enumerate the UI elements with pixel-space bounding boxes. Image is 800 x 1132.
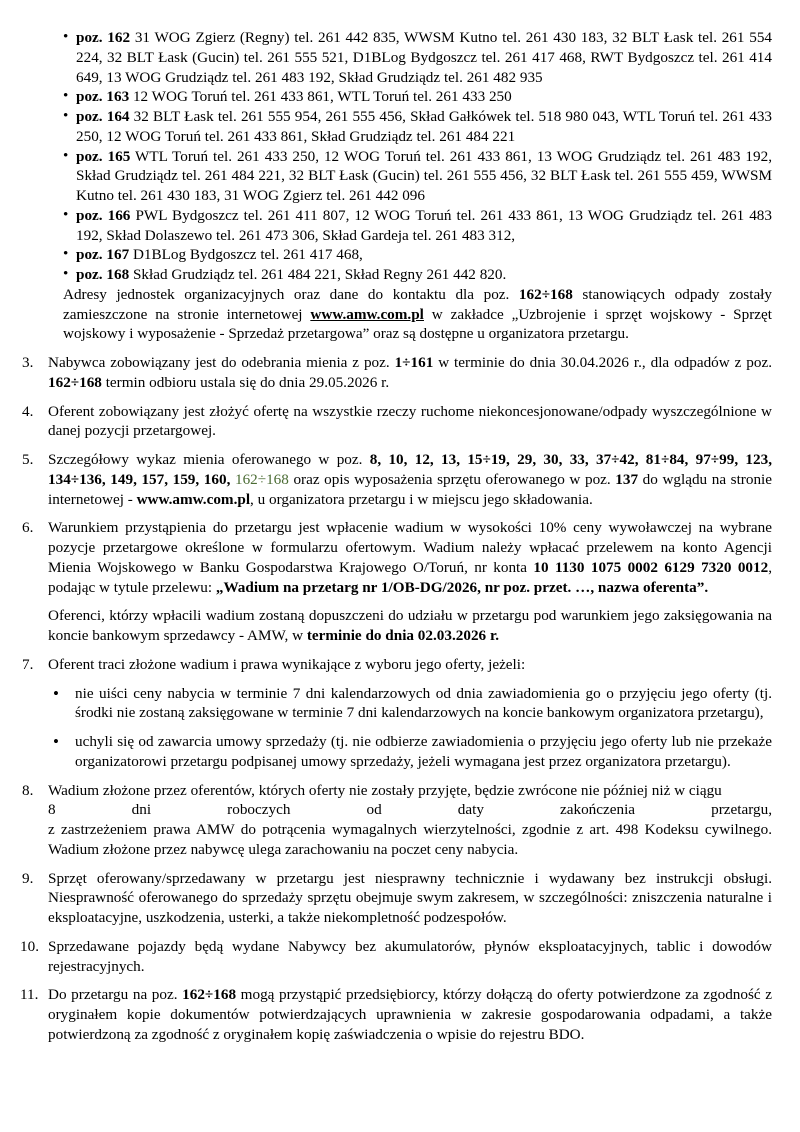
bullet-icon: • <box>63 265 69 283</box>
list-item <box>53 684 772 724</box>
poz-text: Skład Grudziądz tel. 261 484 221, Skład Regny 261 442 820. <box>132 266 507 283</box>
item-3-text-3: termin odbioru ustala się do dnia 29.05.2026 r. <box>101 373 390 391</box>
amw-website-link[interactable]: www.amw.com.pl <box>136 490 251 508</box>
addresses-range: 162÷168 <box>518 285 573 303</box>
item-5-range-green: 162÷168 <box>234 470 289 488</box>
item-3-text-2: w terminie do dnia 30.04.2026 r., dla odpadów z poz. <box>433 354 773 371</box>
item-8-word: od <box>366 801 382 819</box>
list-item <box>63 245 772 265</box>
poz-label: poz. 167 <box>76 246 130 264</box>
list-item <box>63 28 772 87</box>
item-8-word: daty <box>457 801 484 819</box>
item-8-word: zakończenia <box>560 801 636 819</box>
item-5-poz-137: 137 <box>615 470 639 488</box>
item-11-range: 162÷168 <box>182 986 237 1004</box>
poz-text: 31 WOG Zgierz (Regny) tel. 261 442 835, WWSM Kutno tel. 261 430 183, 32 BLT Łask tel. 261 554 224, 32 BLT Łask (Gucin) tel. 261 555 521, D1BLog Bydgoszcz tel. 261 417 468, RWT Bydgoszcz tel. 261 414 649, 13 WOG Grudziądz tel. 261 483 192, Skład Grudziądz tel. 261 482 935 <box>76 29 773 86</box>
list-item <box>63 206 772 246</box>
item-8-word: roboczych <box>227 801 291 819</box>
item-3 <box>22 353 772 393</box>
list-item <box>63 147 772 206</box>
item-5-text-4: , u organizatora przetargu i w miejscu jego składowania. <box>250 490 593 508</box>
item-7-lead: Oferent traci złożone wadium i prawa wynikające z wyboru jego oferty, jeżeli: <box>48 655 526 673</box>
item-4-text: Oferent zobowiązany jest złożyć ofertę na wszystkie rzeczy ruchome niekoncesjonowane/odpady wyszczególnione w danej pozycji przetargowej. <box>48 402 772 440</box>
transfer-title: „Wadium na przetarg nr 1/OB-DG/2026, nr poz. przet. …, nazwa oferenta”. <box>215 578 709 596</box>
bullet-icon: • <box>53 683 59 703</box>
item-5-text-2: oraz opis wyposażenia sprzętu oferowanego w poz. <box>288 470 616 488</box>
item-6-text-2: , podając w tytule przelewu: <box>48 558 772 596</box>
item-3-range-2: 162÷168 <box>48 373 102 391</box>
addresses-text-3: w zakładce „Uzbrojenie i sprzęt wojskowy - Sprzęt wojskowy i wyposażenie - Sprzedaż przetargowa” oraz są dostępne u organizatora przetargu. <box>63 305 772 343</box>
amw-website-link[interactable]: www.amw.com.pl <box>310 305 424 323</box>
item-7-bullet-1: nie uiści ceny nabycia w terminie 7 dni kalendarzowych od dnia zawiadomienia go o przyjęciu jego oferty (tj. środki nie zostaną zaksięgowane w terminie 7 dni kalendarzowych na koncie bankowym organizatora przetargu), <box>75 684 772 722</box>
poz-label: poz. 165 <box>76 147 131 165</box>
item-6-text-1: Warunkiem przystąpienia do przetargu jest wpłacenie wadium w wysokości 10% ceny wywoławczej na wybrane pozycje przetargowe określone w formularzu ofertowym. Wadium należy wpłacać przelewem na konto Agencji Mienia Wojskowego w Banku Gospodarstwa Krajowego O/Toruń, nr konta <box>48 519 772 576</box>
item-7-sub-bullets <box>48 684 772 772</box>
bullet-icon: • <box>63 245 69 263</box>
bullet-icon: • <box>63 107 69 125</box>
poz-label: poz. 166 <box>76 206 131 224</box>
item-5-ranges: 8, 10, 12, 13, 15÷19, 29, 30, 33, 37÷42, 81÷84, 97÷99, 123, 134÷136, 149, 157, 159, 160, <box>48 451 773 488</box>
list-item <box>63 107 772 147</box>
oferenci-paragraph <box>48 606 772 646</box>
item-8-line-2 <box>48 800 772 820</box>
item-8-line-3: z zastrzeżeniem prawa AMW do potrącenia wymagalnych wierzytelności, zgodnie z art. 498 Kodeksu cywilnego. Wadium złożone przez nabywcę ulega zarachowaniu na poczet ceny nabycia. <box>48 821 772 858</box>
addresses-text-2: stanowiących odpady zostały zamieszczone na stronie internetowej <box>63 285 772 323</box>
list-item <box>53 732 772 772</box>
item-4 <box>22 402 772 442</box>
item-8-line-1: Wadium złożone przez oferentów, których oferty nie zostały przyjęte, będzie zwrócone nie później niż w ciągu <box>48 781 722 799</box>
bullet-icon: • <box>63 146 69 164</box>
poz-text: 12 WOG Toruń tel. 261 433 861, WTL Toruń tel. 261 433 250 <box>132 88 512 106</box>
poz-label: poz. 168 <box>76 266 130 283</box>
poz-label: poz. 163 <box>76 88 130 106</box>
item-3-range-1: 1÷161 <box>394 354 434 371</box>
item-8-word: przetargu, <box>711 801 772 819</box>
item-5-text-1: Szczegółowy wykaz mienia oferowanego w poz. <box>48 451 370 468</box>
poz-bullet-list <box>22 28 772 285</box>
item-6 <box>22 518 772 597</box>
bullet-icon: • <box>63 28 69 46</box>
item-10 <box>22 937 772 977</box>
item-11 <box>22 985 772 1044</box>
item-10-text: Sprzedawane pojazdy będą wydane Nabywcy bez akumulatorów, płynów eksploatacyjnych, tablic i dowodów rejestracyjnych. <box>48 937 772 975</box>
item-5 <box>22 450 772 509</box>
bullet-icon: • <box>63 205 69 223</box>
numbered-items-list <box>22 353 772 597</box>
bullet-icon: • <box>53 732 59 752</box>
poz-text: WTL Toruń tel. 261 433 250, 12 WOG Toruń tel. 261 433 861, 13 WOG Grudziądz tel. 261 483 192, Skład Grudziądz tel. 261 484 221, 32 BLT Łask (Gucin) tel. 261 555 456, 32 BLT Łask tel. 261 555 459, WWSM Kutno tel. 261 430 183, 31 WOG Zgierz tel. 261 442 096 <box>76 147 773 204</box>
payment-deadline: terminie do dnia 02.03.2026 r. <box>306 627 500 644</box>
poz-text: 32 BLT Łask tel. 261 555 954, 261 555 456, Skład Gałkówek tel. 518 980 043, WTL Toruń tel. 261 433 250, 12 WOG Toruń tel. 261 433 861, Skład Grudziądz tel. 261 484 221 <box>76 108 773 145</box>
item-5-text-3: do wglądu na stronie internetowej - <box>48 470 772 508</box>
item-8 <box>22 781 772 860</box>
numbered-items-list-2 <box>22 655 772 1045</box>
poz-text: D1BLog Bydgoszcz tel. 261 417 468, <box>132 246 363 264</box>
list-item <box>63 265 772 285</box>
addresses-paragraph <box>63 285 772 344</box>
item-9-text: Sprzęt oferowany/sprzedawany w przetargu jest niesprawny technicznie i wydawany bez instrukcji obsługi. Niesprawność oferowanego do sprzedaży sprzętu obejmuje swym zakresem, w szczególności: zniszczenia naturalne i eksploatacyjne, uszkodzenia, usterki, a także niekompletność podzespołów. <box>48 869 772 926</box>
oferenci-text: Oferenci, którzy wpłacili wadium zostaną dopuszczeni do udziału w przetargu pod warunkiem jego zaksięgowania na koncie bankowym sprzedawcy - AMW, w <box>48 607 772 644</box>
list-item <box>63 87 772 107</box>
item-8-word: 8 <box>48 801 56 819</box>
bank-account-number: 10 1130 1075 0002 6129 7320 0012 <box>533 558 769 576</box>
poz-label: poz. 162 <box>76 29 131 46</box>
item-3-text-1: Nabywca zobowiązany jest do odebrania mienia z poz. <box>48 354 395 371</box>
item-8-word: dni <box>131 801 152 819</box>
item-7 <box>22 655 772 772</box>
poz-label: poz. 164 <box>76 108 130 125</box>
poz-text: PWL Bydgoszcz tel. 261 411 807, 12 WOG Toruń tel. 261 433 861, 13 WOG Grudziądz tel. 261 483 192, Skład Dolaszewo tel. 261 473 306, Skład Gardeja tel. 261 483 312, <box>76 206 772 244</box>
item-7-bullet-2: uchyli się od zawarcia umowy sprzedaży (tj. nie odbierze zawiadomienia o przyjęciu jego oferty lub nie przekaże organizatorowi przetargu podpisanej umowy sprzedaży, jeżeli wymagana jest przez organizatora przetargu). <box>75 733 772 770</box>
addresses-text-1: Adresy jednostek organizacyjnych oraz dane do kontaktu dla poz. <box>63 285 519 303</box>
item-11-text-1: Do przetargu na poz. <box>48 986 183 1004</box>
item-11-text-2: mogą przystąpić przedsiębiorcy, którzy dołączą do oferty potwierdzone za zgodność z oryginałem kopie dokumentów potwierdzających uprawnienia w zakresie gospodarowania odpadami, a także potwierdzoną za zgodność z oryginałem kopię zaświadczenia o wpisie do rejestru BDO. <box>48 986 772 1043</box>
bullet-icon: • <box>63 87 69 105</box>
item-9 <box>22 869 772 928</box>
